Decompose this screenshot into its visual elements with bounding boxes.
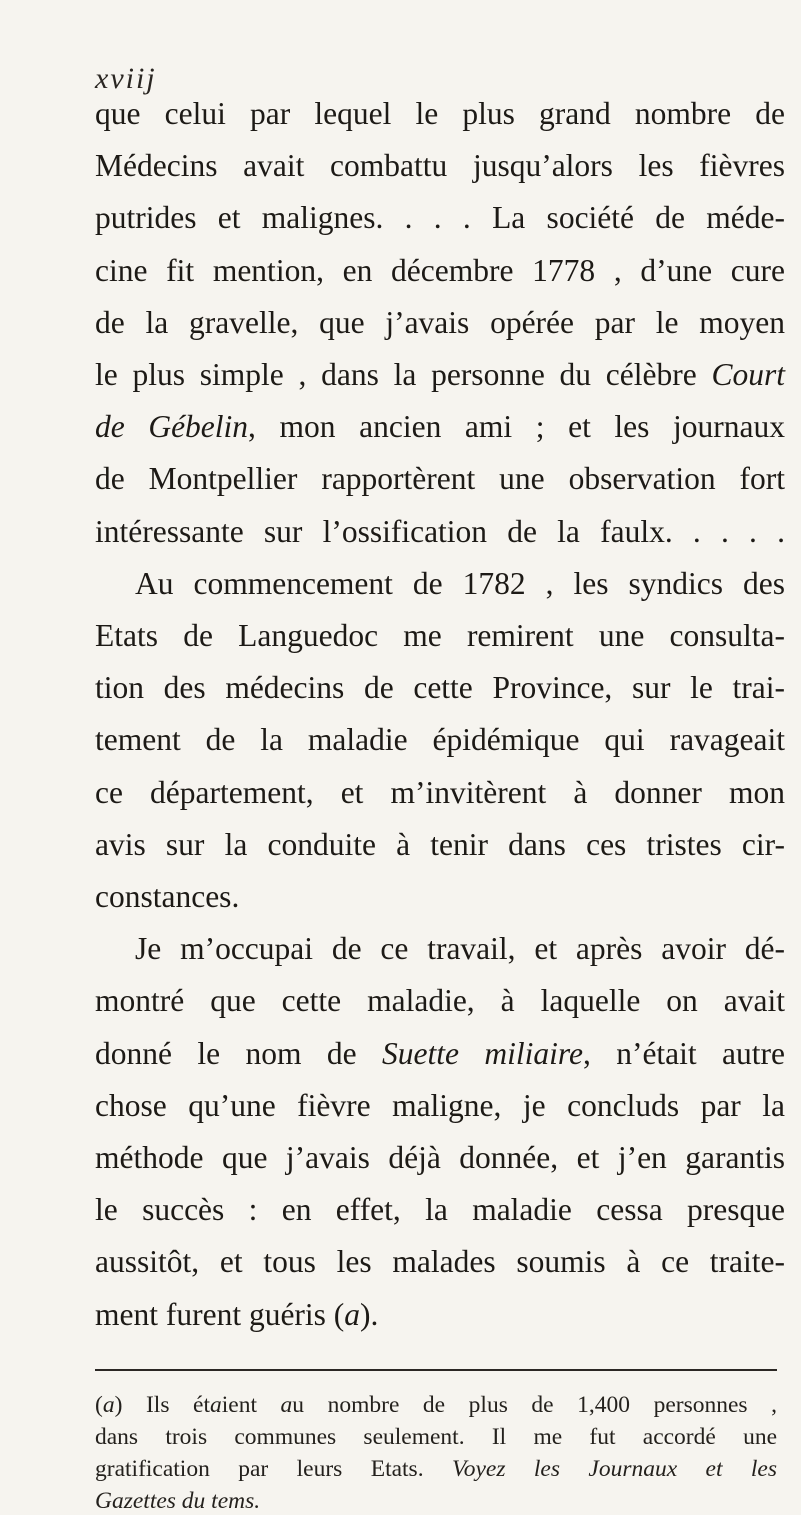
text-line: intéressante sur l’ossification de la faulx. . . . . [95, 514, 785, 549]
paragraph-start-line: Au commencement de 1782 , les syndics des [135, 566, 785, 601]
text-line: chose qu’une fièvre maligne, je concluds par la [95, 1088, 785, 1123]
text-line: aussitôt, et tous les malades soumis à ce traite- [95, 1244, 785, 1279]
paragraph-start-line: Je m’occupai de ce travail, et après avoir dé- [135, 931, 785, 966]
text-line: le succès : en effet, la maladie cessa presque [95, 1192, 785, 1227]
text-line: de la gravelle, que j’avais opérée par le moyen [95, 305, 785, 340]
text-line: putrides et malignes. . . . La société de méde- [95, 200, 785, 235]
text-line: ce département, et m’invitèrent à donner mon [95, 775, 785, 810]
text-line: donné le nom de Suette miliaire, n’était autre [95, 1036, 785, 1071]
text-line: le plus simple , dans la personne du célèbre Court [95, 357, 785, 392]
footnote-rule [95, 1369, 777, 1371]
footnote-line: dans trois communes seulement. Il me fut accordé une [95, 1424, 777, 1450]
text-line: tement de la maladie épidémique qui ravageait [95, 722, 785, 757]
text-line: de Gébelin, mon ancien ami ; et les journaux [95, 409, 785, 444]
text-line: de Montpellier rapportèrent une observation fort [95, 461, 785, 496]
text-line: méthode que j’avais déjà donnée, et j’en garantis [95, 1140, 785, 1175]
text-line: constances. [95, 879, 240, 914]
footnote-line: (a) Ils étaient au nombre de plus de 1,400 personnes , [95, 1392, 777, 1418]
text-line: avis sur la conduite à tenir dans ces tristes cir- [95, 827, 785, 862]
footnote-line: gratification par leurs Etats. Voyez les Journaux et les [95, 1456, 778, 1482]
page-number: xviij [95, 62, 157, 95]
text-line: montré que cette maladie, à laquelle on avait [95, 983, 785, 1018]
text-line: cine fit mention, en décembre 1778 , d’une cure [95, 253, 785, 288]
text-line: Etats de Languedoc me remirent une consulta- [95, 618, 785, 653]
text-line: que celui par lequel le plus grand nombre de [95, 96, 785, 131]
text-line: ment furent guéris (a). [95, 1297, 379, 1332]
text-line: tion des médecins de cette Province, sur le trai- [95, 670, 785, 705]
footnote-line: Gazettes du tems. [95, 1488, 261, 1514]
text-line: Médecins avait combattu jusqu’alors les fièvres [95, 148, 785, 183]
